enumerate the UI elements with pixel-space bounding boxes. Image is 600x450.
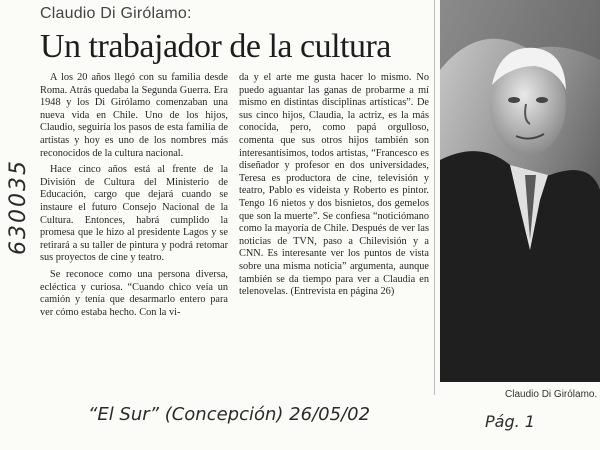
handwritten-id-number: 630035	[6, 159, 31, 255]
article-column-1	[40, 72, 228, 319]
paragraph: A los 20 años llegó con su familia desde Roma. Atrás quedaba la Segunda Guerra. Era 1948 y los Di Girólamo comenzaban una nueva vida en Chile. Uno de los hijos, Claudio, seguiría los pasos de esta familia de artistas y hoy es uno de los nombres más reconocidos de la cultura nacional.	[40, 72, 228, 159]
paragraph: da y el arte me gusta hacer lo mismo. No puedo aguantar las ganas de probarme a mí mismo en distintas disciplinas artísticas”. De sus cinco hijos, Claudia, la actriz, es la más conocida, pero, como papá orgulloso, comenta que sus otros hijos también son interesantísimos, todos artistas, “Francesco es diseñador y profesor en dos universidades, Teresa es productora de cine, televisión y teatro, Pablo es videista y Roberto es pintor. Tengo 16 nietos y dos bisnietos, dos gemelos que son la muerte”. Se confiesa “noticiómano como la mayoría de Chile. Después de ver las noticias de TVN, paso a Chilevisión y a CNN. Es interesante ver los puntos de vista sobre una misma noticia” argumenta, aunque también se da tiempo para ver a Claudia en telenovelas. (Entrevista en página 26)	[239, 72, 429, 298]
handwritten-source-note: “El Sur” (Concepción) 26/05/02	[88, 404, 371, 425]
column-divider	[434, 0, 435, 395]
portrait-photo	[440, 0, 600, 382]
portrait-illustration	[440, 0, 600, 382]
article-column-2	[239, 72, 429, 299]
handwritten-page-note: Pág. 1	[485, 412, 535, 431]
paragraph: Se reconoce como una persona diversa, ecléctica y curiosa. “Cuando chico veía un camión y tenía que desarmarlo entero para ver cómo estaba hecho. Con la vi-	[40, 268, 228, 318]
article-kicker: Claudio Di Girólamo:	[40, 5, 192, 22]
photo-caption: Claudio Di Girólamo.	[505, 389, 598, 400]
paragraph: Hace cinco años está al frente de la División de Cultura del Ministerio de Educación, cargo que dejará cuando se instaure el futuro Consejo Nacional de la Cultura. Entonces, habrá cumplido la promesa que le hizo al presidente Lagos y se retirará a su taller de pintura y podrá retomar sus proyectos de cine y teatro.	[40, 164, 228, 264]
article-headline: Un trabajador de la cultura	[40, 28, 391, 65]
